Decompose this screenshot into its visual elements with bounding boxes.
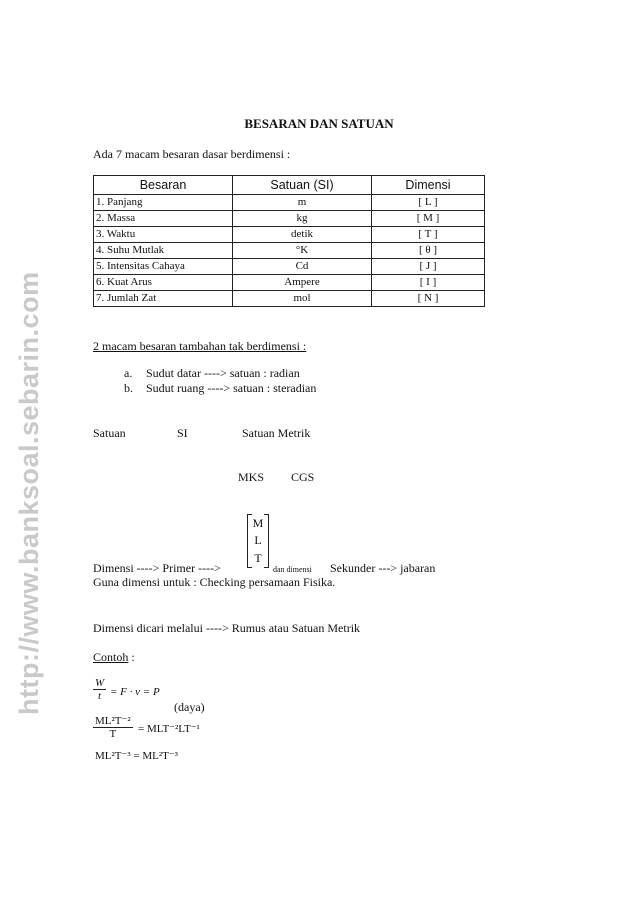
example-label-suffix: : (128, 650, 135, 664)
header-satuan: Satuan (SI) (233, 176, 372, 195)
cell-quantity: 4. Suhu Mutlak (94, 243, 233, 259)
cell-dimension: [ I ] (372, 275, 485, 291)
cell-quantity: 5. Intensitas Cahaya (94, 259, 233, 275)
eq2-denominator: T (109, 728, 117, 740)
equation-2-rhs: = MLT⁻²LT⁻¹ (138, 723, 200, 735)
list-item: Sudut ruang ----> satuan : steradian (146, 381, 317, 395)
matrix-item: M (252, 516, 264, 530)
list-marker: a. (124, 366, 133, 380)
matrix-item: T (254, 551, 262, 565)
cell-unit: m (233, 195, 372, 211)
list-item: Sudut datar ----> satuan : radian (146, 366, 300, 380)
cell-dimension: [ J ] (372, 259, 485, 275)
table-row (94, 195, 485, 211)
table-row (94, 243, 485, 259)
cell-unit: mol (233, 291, 372, 307)
base-quantities-table (93, 175, 485, 307)
table-row (94, 227, 485, 243)
matrix-item: L (254, 533, 262, 547)
cell-dimension: [ θ ] (372, 243, 485, 259)
equation-1-fraction (93, 677, 106, 702)
example-label: Contoh (93, 650, 129, 664)
supplementary-heading: 2 macam besaran tambahan tak berdimensi : (93, 339, 307, 353)
list-marker: b. (124, 381, 133, 395)
cell-unit: °K (233, 243, 372, 259)
table-row (94, 275, 485, 291)
intro-text: Ada 7 macam besaran dasar berdimensi : (93, 147, 291, 161)
units-label: Satuan (93, 426, 126, 440)
example-heading (93, 650, 135, 665)
equation-2-fraction (93, 714, 133, 740)
equation-1-rhs: = F · v = P (110, 686, 160, 698)
derived-text: Dimensi dicari melalui ----> Rumus atau Satuan Metrik (93, 621, 361, 635)
cell-unit: detik (233, 227, 372, 243)
cell-quantity: 1. Panjang (94, 195, 233, 211)
eq1-numerator: W (95, 677, 105, 689)
dimension-small-text: dan dimensi (273, 565, 312, 574)
cell-dimension: [ L ] (372, 195, 485, 211)
cell-dimension: [ T ] (372, 227, 485, 243)
watermark-url: http://www.banksoal.sebarin.com (14, 271, 44, 715)
dimension-matrix (247, 512, 269, 568)
cell-unit: Cd (233, 259, 372, 275)
eq2-numerator: ML²T⁻² (95, 715, 131, 727)
cell-quantity: 2. Massa (94, 211, 233, 227)
cell-quantity: 3. Waktu (94, 227, 233, 243)
si-label: SI (177, 426, 188, 440)
eq1-denominator: t (98, 690, 102, 702)
page-title: BESARAN DAN SATUAN (244, 116, 394, 131)
watermark-text (14, 195, 44, 715)
dimension-primary-text: Dimensi ----> Primer ----> (93, 561, 221, 575)
header-besaran: Besaran (94, 176, 233, 195)
cell-unit: Ampere (233, 275, 372, 291)
equation-3: ML²T⁻³ = ML²T⁻³ (95, 750, 178, 762)
table-header-row (94, 176, 485, 195)
dimension-usage-text: Guna dimensi untuk : Checking persamaan Fisika. (93, 575, 336, 589)
dimension-secondary-text: Sekunder ---> jabaran (330, 561, 436, 575)
equation-1-note: (daya) (174, 700, 205, 714)
table-row (94, 291, 485, 307)
cell-dimension: [ N ] (372, 291, 485, 307)
cell-quantity: 7. Jumlah Zat (94, 291, 233, 307)
cell-quantity: 6. Kuat Arus (94, 275, 233, 291)
mks-label: MKS (238, 470, 265, 484)
table-row (94, 211, 485, 227)
metric-label: Satuan Metrik (242, 426, 311, 440)
table-row (94, 259, 485, 275)
header-dimensi: Dimensi (372, 176, 485, 195)
cell-unit: kg (233, 211, 372, 227)
cell-dimension: [ M ] (372, 211, 485, 227)
cgs-label: CGS (291, 470, 315, 484)
